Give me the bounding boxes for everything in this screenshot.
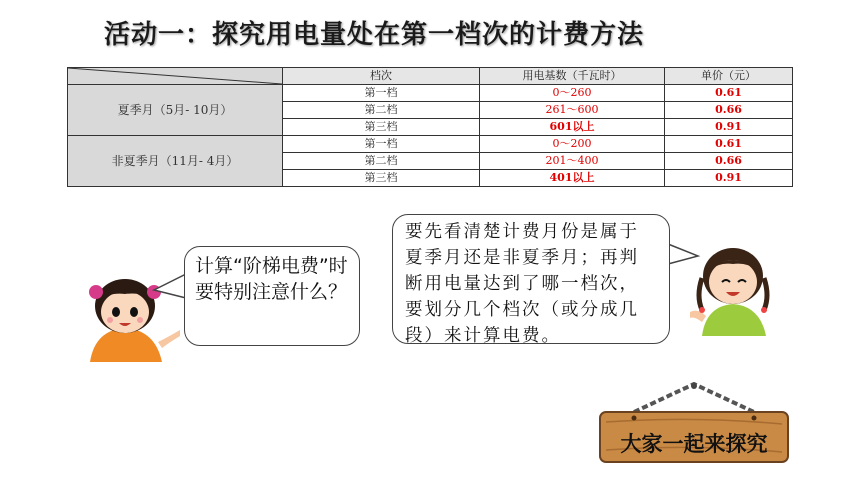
header-tier: 档次 xyxy=(283,68,480,85)
tier-cell: 第三档 xyxy=(283,119,480,136)
header-price: 单价（元） xyxy=(665,68,793,85)
sign-label: 大家一起来探究 xyxy=(620,432,768,456)
range-cell: 601以上 xyxy=(480,119,665,136)
price-cell: 0.91 xyxy=(665,170,793,187)
price-cell: 0.66 xyxy=(665,102,793,119)
tier-cell: 第一档 xyxy=(283,136,480,153)
table-header-row xyxy=(68,68,793,85)
price-cell: 0.61 xyxy=(665,85,793,102)
tier-cell: 第一档 xyxy=(283,85,480,102)
tier-cell: 第二档 xyxy=(283,153,480,170)
season-summer: 夏季月（5月- 10月） xyxy=(68,85,283,136)
page-title: 活动一：探究用电量处在第一档次的计费方法 xyxy=(104,20,645,50)
table-row xyxy=(68,136,793,153)
range-cell: 201～400 xyxy=(480,153,665,170)
speech-bubble-right: 要先看清楚计费月份是属于夏季月还是非夏季月；再判断用电量达到了哪一档次，要划分几个档次（或分成几段）来计算电费。 xyxy=(392,214,670,344)
diagonal-corner-cell xyxy=(68,68,283,85)
bubble-right-tail xyxy=(666,240,702,270)
tier-cell: 第三档 xyxy=(283,170,480,187)
tier-cell: 第二档 xyxy=(283,102,480,119)
price-cell: 0.91 xyxy=(665,119,793,136)
price-cell: 0.61 xyxy=(665,136,793,153)
price-cell: 0.66 xyxy=(665,153,793,170)
range-cell: 401以上 xyxy=(480,170,665,187)
tariff-table xyxy=(67,67,793,187)
diagonal-line xyxy=(68,68,282,84)
range-cell: 261～600 xyxy=(480,102,665,119)
speech-bubble-left: 计算“阶梯电费”时要特别注意什么？ xyxy=(184,246,360,346)
season-non-summer: 非夏季月（11月- 4月） xyxy=(68,136,283,187)
table-row xyxy=(68,85,793,102)
header-range: 用电基数（千瓦时） xyxy=(480,68,665,85)
range-cell: 0～200 xyxy=(480,136,665,153)
range-cell: 0～260 xyxy=(480,85,665,102)
